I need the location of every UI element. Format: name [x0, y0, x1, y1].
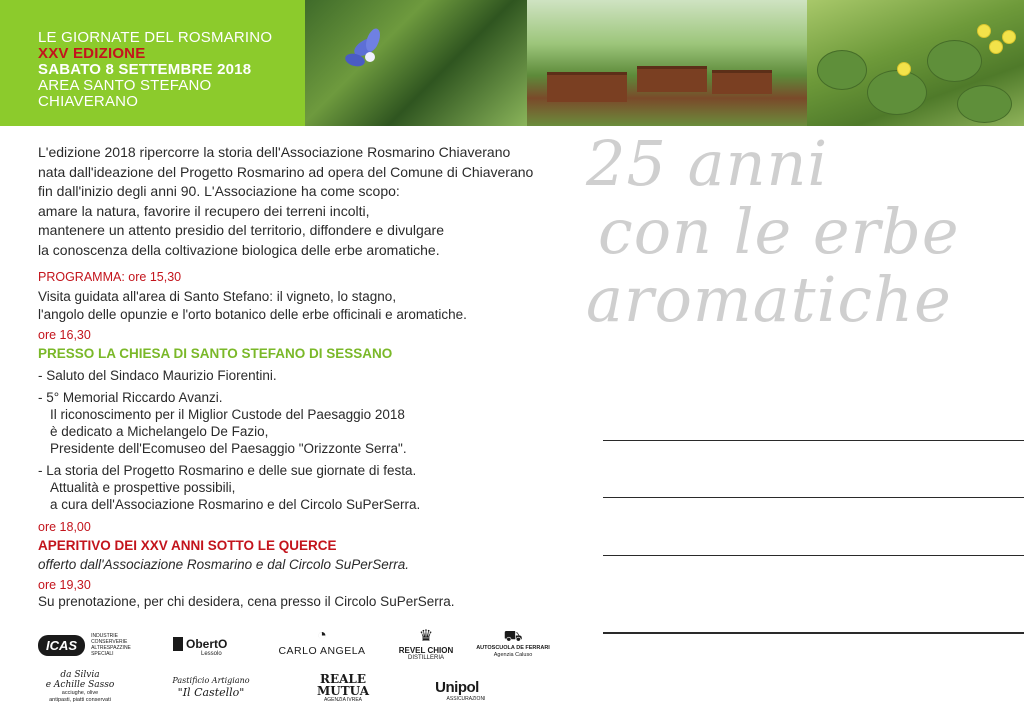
- session-item: Attualità e prospettive possibili,: [50, 480, 236, 495]
- programma-line: l'angolo delle opunzie e l'orto botanico delle erbe officinali e aromatiche.: [38, 307, 467, 322]
- header-title-block: [0, 0, 305, 126]
- script-title: [578, 127, 1018, 336]
- intro-line: la conoscenza della coltivazione biologica delle erbe aromatiche.: [38, 241, 440, 258]
- address-line: [603, 497, 1024, 498]
- script-title-line: con le erbe: [598, 195, 960, 268]
- session-item: - Saluto del Sindaco Maurizio Fiorentini.: [38, 368, 277, 383]
- garden-beds-photo: [527, 0, 807, 126]
- edition-label: XXV EDIZIONE: [38, 45, 146, 62]
- rosemary-photo: [305, 0, 527, 126]
- intro-line: amare la natura, favorire il recupero dei terreni incolti,: [38, 202, 370, 219]
- pastificio-logo: Pastificio Artigiano "Il Castello": [172, 676, 250, 699]
- session-time-1800: ore 18,00: [38, 520, 91, 534]
- session-title-church: PRESSO LA CHIESA DI SANTO STEFANO DI SESSANO: [38, 346, 393, 361]
- intro-line: fin dall'inizio degli anni 90. L'Associazione ha come scopo:: [38, 183, 400, 199]
- address-line: [603, 632, 1024, 634]
- session-item: a cura dell'Associazione Rosmarino e del Circolo SuPerSerra.: [50, 497, 421, 512]
- session-line: offerto dall'Associazione Rosmarino e dal Circolo SuPerSerra.: [38, 557, 409, 572]
- intro-line: mantenere un attento presidio del territorio, diffondere e divulgare: [38, 222, 444, 238]
- session-title-aperitivo: APERITIVO DEI XXV ANNI SOTTO LE QUERCE: [38, 538, 337, 553]
- unipol-logo: Unipol ASSICURAZIONI: [435, 678, 486, 702]
- programma-label: PROGRAMMA: ore 15,30: [38, 270, 182, 284]
- vintage-car-icon: ⛟: [503, 628, 523, 645]
- session-time-1930: ore 19,30: [38, 578, 91, 592]
- opuntia-cactus-photo: [807, 0, 1024, 126]
- revel-chion-logo: ♛ REVEL CHION DISTILLERIA: [398, 628, 454, 661]
- address-line: [603, 440, 1024, 441]
- session-time-1630: ore 16,30: [38, 328, 91, 342]
- script-title-line: 25 anni: [586, 127, 829, 200]
- session-item: Il riconoscimento per il Miglior Custode del Paesaggio 2018: [50, 407, 405, 422]
- event-date: SABATO 8 SETTEMBRE 2018: [38, 61, 252, 78]
- header-banner: [0, 0, 1024, 126]
- crest-icon: ♛: [418, 628, 434, 645]
- session-item: - La storia del Progetto Rosmarino e delle sue giornate di festa.: [38, 463, 417, 478]
- intro-line: nata dall'ideazione del Progetto Rosmarino ad opera del Comune di Chiaverano: [38, 163, 534, 180]
- icas-logo: ICAS INDUSTRIE CONSERVERIE ALTRESPAZZINE SPECIALI: [38, 632, 162, 658]
- reale-mutua-logo: REALE MUTUA AGENZIA IVREA: [316, 672, 370, 703]
- event-title: LE GIORNATE DEL ROSMARINO: [38, 29, 273, 46]
- carlo-angela-mark-icon: ◔: [317, 627, 327, 644]
- event-location: AREA SANTO STEFANO CHIAVERANO: [38, 77, 212, 110]
- script-title-line: aromatiche: [586, 263, 952, 336]
- autoscuola-logo: ⛟ AUTOSCUOLA DE FERRARI Agenzia Caluso: [476, 628, 550, 658]
- address-line: [603, 555, 1024, 556]
- intro-line: L'edizione 2018 ripercorre la storia dell'Associazione Rosmarino Chiaverano: [38, 144, 511, 160]
- intro-paragraph: [38, 143, 578, 260]
- programma-line: Visita guidata all'area di Santo Stefano: il vigneto, lo stagno,: [38, 289, 397, 304]
- session-line: Su prenotazione, per chi desidera, cena presso il Circolo SuPerSerra.: [38, 594, 455, 609]
- session-item: - 5° Memorial Riccardo Avanzi.: [38, 390, 223, 405]
- session-item: è dedicato a Michelangelo De Fazio,: [50, 424, 269, 439]
- session-item: Presidente dell'Ecomuseo del Paesaggio "Orizzonte Serra".: [50, 441, 407, 456]
- sasso-logo: da Silvia e Achille Sasso acciughe, olive antipasti, piatti conservati: [45, 670, 115, 703]
- carlo-angela-logo: ◔ CARLO ANGELA: [278, 627, 366, 657]
- oberto-logo: ObertO Lessolo: [173, 632, 243, 662]
